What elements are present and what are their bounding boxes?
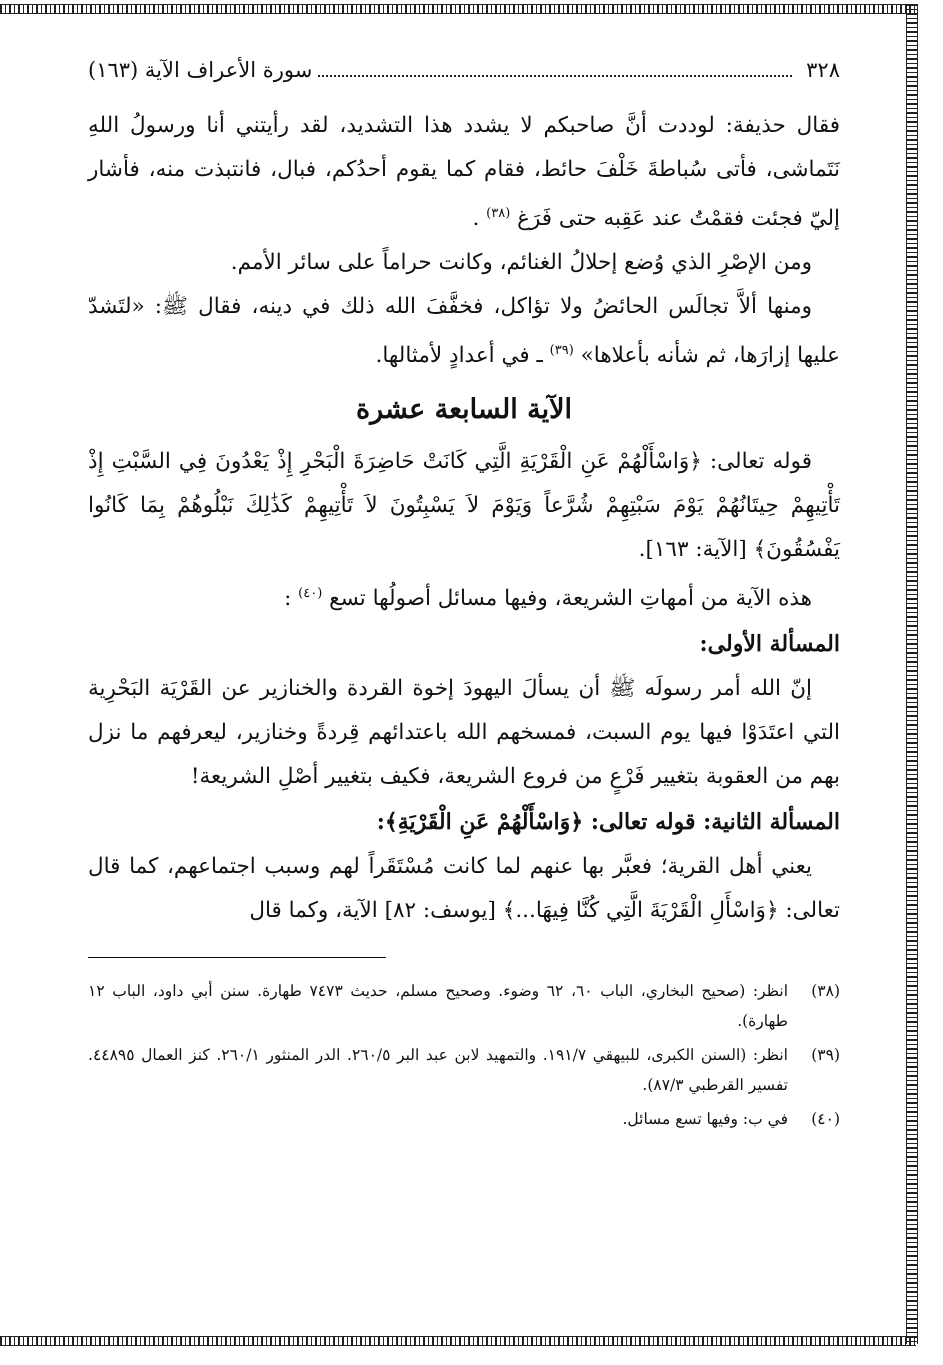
paragraph-5: هذه الآية من أمهاتِ الشريعة، وفيها مسائل أصولُها تسع $^{(٤٠)}$ : (284, 586, 812, 612)
footnote-ref-39: (٣٩) (549, 343, 574, 359)
paragraph-6: إنّ الله أمر رسولَه ﷺ أن يسألَ اليهودَ إخوة القردة والخنازير عن القَرْيَة البَحْرِية التي اعتَدَوْا فيها يوم السبت، فمسخهم الله باعتدائهم قِردةً وخنازير، ليعرفهم ما نزل بهم من العقوبة بتغيير فَرْعٍ من فروع الشريعة، فكيف بتغيير أصْلِ الشريعة! (88, 676, 840, 790)
page-border-bottom (0, 1336, 916, 1346)
paragraph-7: يعني أهل القرية؛ فعبَّر بها عنهم لما كانت مُسْتَقَراً لهم وسبب اجتماعهم، كما قال تعالى: ﴿وَاسْأَلِ الْقَرْيَةَ الَّتِي كُنَّا فِيهَا...﴾ [يوسف: ٨٢] الآية، وكما قال (88, 854, 840, 924)
footnote-ref-38: (٣٨) (486, 206, 511, 221)
section-heading: الآية السابعة عشرة (356, 394, 572, 426)
footnote (88, 1104, 840, 1134)
paragraph-2: ومن الإصْرِ الذي وُضع إحلالُ الغنائم، وكانت حراماً على سائر الأمم. (230, 250, 812, 276)
leader-dots (318, 61, 792, 77)
subheading-issue-1: المسألة الأولى: (699, 631, 840, 658)
subheading-issue-2: المسألة الثانية: قوله تعالى: ﴿وَاسْأَلْهُمْ عَنِ الْقَرْيَةِ﴾: (376, 809, 840, 836)
footnote-number: (٤٠) (811, 1110, 840, 1129)
footnote-text: انظر: (صحيح البخاري، الباب ٦٠، ٦٢ وضوء. وصحيح مسلم، حديث ٧٤٧٣ طهارة. سنن أبي داود، الباب ١٢ طهارة). (88, 982, 789, 1031)
running-title: سورة الأعراف الآية (١٦٣) (88, 58, 313, 82)
book-page (88, 58, 840, 1328)
page-border-right (906, 4, 918, 1344)
footnote-text: في ب: وفيها تسع مسائل. (622, 1110, 788, 1129)
footnote (88, 976, 840, 1036)
footnote-text: انظر: (السنن الكبرى، للبيهقي ١٩١/٧. والتمهيد لابن عبد البر ٢٦٠/٥. الدر المنثور ٢٦٠/١. كنز العمال ٤٤٨٩٥. تفسير القرطبي ٨٧/٣). (88, 1046, 788, 1095)
page-border-top (0, 4, 916, 14)
paragraph-4-verse: قوله تعالى: ﴿وَاسْأَلْهُمْ عَنِ الْقَرْيَةِ الَّتِي كَانَتْ حَاضِرَةَ الْبَحْرِ إِذْ يَعْدُونَ فِي السَّبْتِ إِذْ تَأْتِيهِمْ حِيتَانُهُمْ يَوْمَ سَبْتِهِمْ شُرَّعاً وَيَوْمَ لاَ يَسْبِتُونَ لاَ تَأْتِيهِمْ كَذَٰلِكَ نَبْلُوهُمْ بِمَا كَانُوا يَفْسُقُونَ﴾ [الآية: ١٦٣]. (88, 449, 840, 563)
footnote-number: (٣٩) (811, 1046, 840, 1065)
paragraph-3: ومنها ألاَّ تجالَس الحائضُ ولا تؤاكل، فخفَّفَ الله ذلك في دينه، فقال ﷺ: «لتَشدّ عليها إزارَها، ثم شأنه بأعلاها» $^{(٣٩)}$ ـ في أعدادٍ لأمثالها. (88, 294, 840, 369)
page-number: ٣٢٨ (806, 58, 840, 82)
footnote-ref-40: (٤٠) (298, 586, 323, 602)
footnote (88, 1040, 840, 1100)
running-header (88, 58, 840, 98)
footnote-number: (٣٨) (811, 982, 840, 1001)
footnote-separator (88, 957, 386, 958)
paragraph-1: فقال حذيفة: لوددت أنَّ صاحبكم لا يشدد هذا التشديد، لقد رأيتني أنا ورسولُ اللهِ نَتَماشى، فأتى سُباطةَ خَلْفَ حائط، فقام كما يقوم أحدُكم، فبال، فانتبذت منه، فأشار إليّ فجئت فقمْتُ عند عَقِبه حتى فَرَغ $^{(٣٨)}$ . (88, 113, 840, 232)
